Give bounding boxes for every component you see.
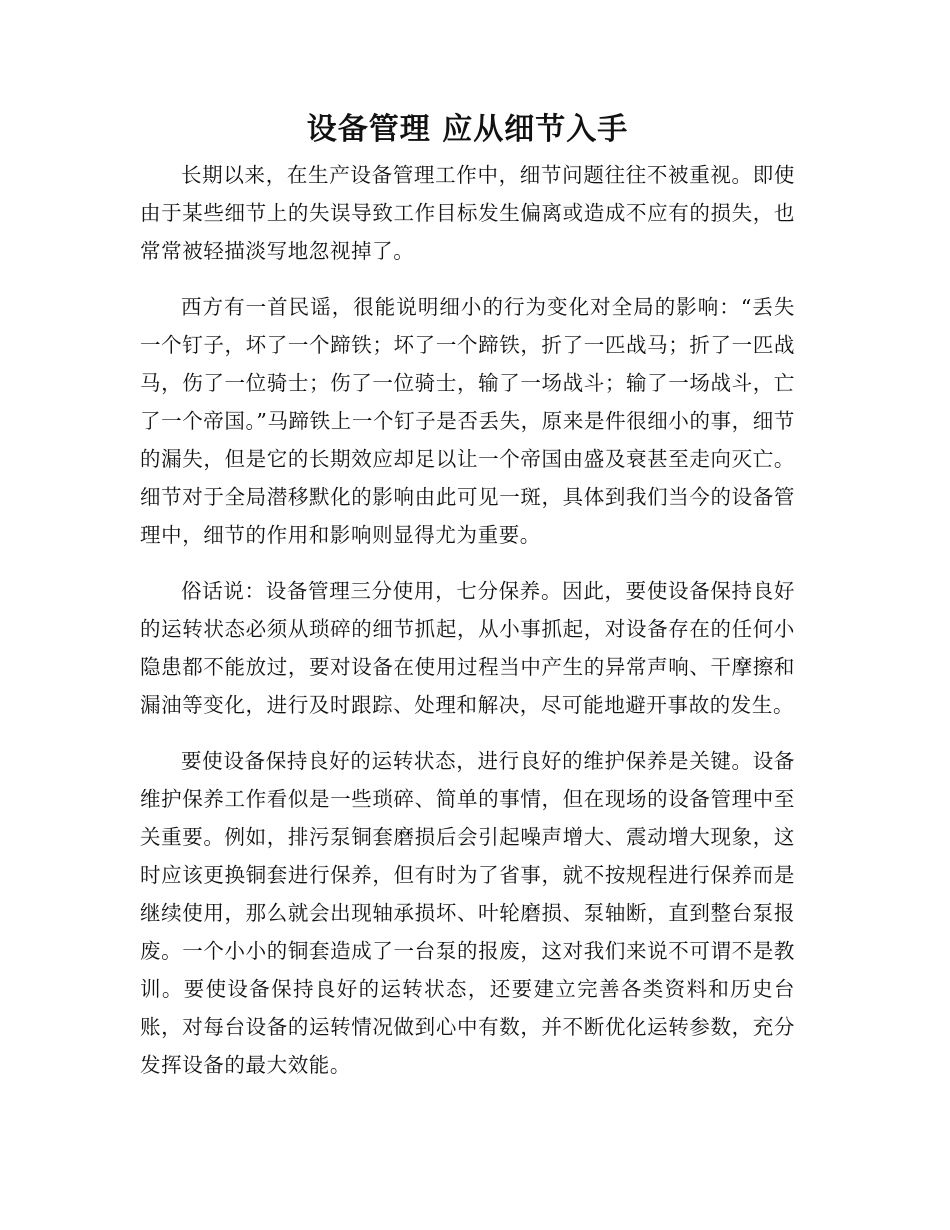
paragraph-1: 长期以来，在生产设备管理工作中，细节问题往往不被重视。即使由于某些细节上的失误导致工作目标发生偏离或造成不应有的损失，也常常被轻描淡写地忽视掉了。: [140, 163, 795, 263]
document-page: [140, 108, 795, 1102]
document-title: 设备管理 应从细节入手: [306, 112, 629, 147]
paragraph-3: 俗话说：设备管理三分使用，七分保养。因此，要使设备保持良好的运转状态必须从琐碎的细节抓起，从小事抓起，对设备存在的任何小隐患都不能放过，要对设备在使用过程当中产生的异常声响、干摩擦和漏油等变化，进行及时跟踪、处理和解决，尽可能地避开事故的发生。: [140, 579, 795, 717]
paragraph-4: 要使设备保持良好的运转状态，进行良好的维护保养是关键。设备维护保养工作看似是一些琐碎、简单的事情，但在现场的设备管理中至关重要。例如，排污泵铜套磨损后会引起噪声增大、震动增大现象，这时应该更换铜套进行保养，但有时为了省事，就不按规程进行保养而是继续使用，那么就会出现轴承损坏、叶轮磨损、泵轴断，直到整台泵报废。一个小小的铜套造成了一台泵的报废，这对我们来说不可谓不是教训。要使设备保持良好的运转状态，还要建立完善各类资料和历史台账，对每台设备的运转情况做到心中有数，并不断优化运转参数，充分发挥设备的最大效能。: [140, 749, 795, 1077]
paragraph-2: 西方有一首民谣，很能说明细小的行为变化对全局的影响：“丢失一个钉子，坏了一个蹄铁；坏了一个蹄铁，折了一匹战马；折了一匹战马，伤了一位骑士；伤了一位骑士，输了一场战斗；输了一场战斗，亡了一个帝国。”马蹄铁上一个钉子是否丢失，原来是件很细小的事，细节的漏失，但是它的长期效应却足以让一个帝国由盛及衰甚至走向灭亡。细节对于全局潜移默化的影响由此可见一斑，具体到我们当今的设备管理中，细节的作用和影响则显得尤为重要。: [140, 295, 795, 547]
